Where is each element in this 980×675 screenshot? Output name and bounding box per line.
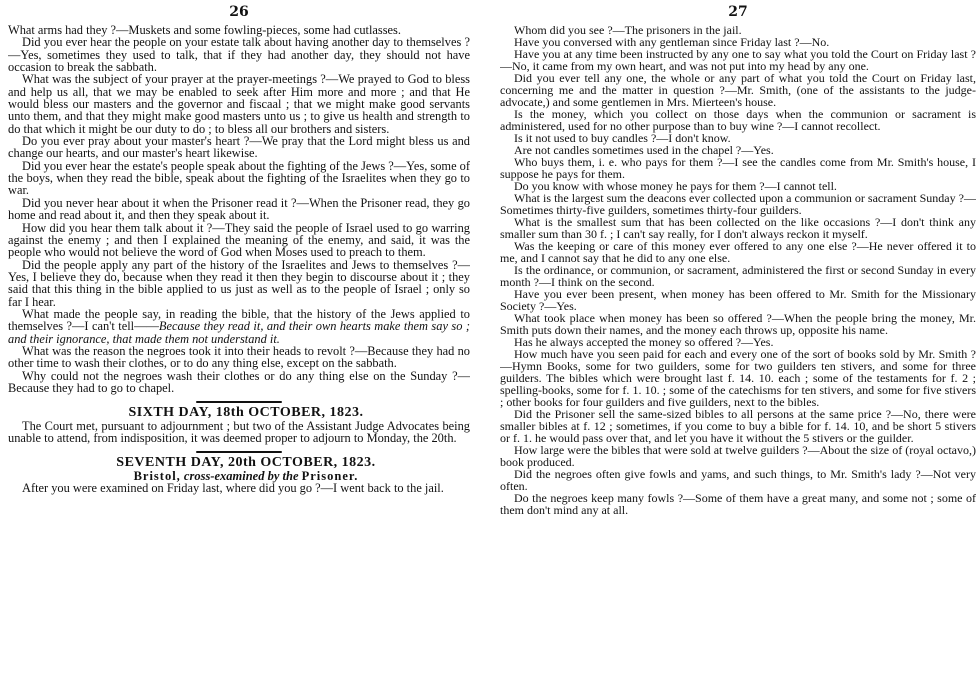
- paragraph: What is the largest sum the deacons ever collected upon a communion or sacrament Sunday ?—Sometimes thirty-five guilders, sometimes thirty-four guilders.: [500, 191, 976, 217]
- section-rule: [196, 401, 282, 403]
- paragraph: Was the keeping or care of this money ever offered to any one else ?—He never offered it to me, and I cannot say that he did to any one else.: [500, 239, 976, 265]
- paragraph: Do the negroes keep many fowls ?—Some of them have a great many, and some not ; some of them don't mind any at all.: [500, 491, 976, 517]
- paragraph: Do you know with whose money he pays for them ?—I cannot tell.: [514, 179, 837, 193]
- paragraph: How much have you seen paid for each and every one of the sort of books sold by Mr. Smith ?—Hymn Books, some for two guilders, some for two guilders ten stivers, and some for three guilders. The bibles which were brought last f. 14. 10. each ; some of the testaments for f. 2 ; spelling-books, some for f. 1. 10. ; some of the catechisms for ten stivers, and some for five stivers ; other books for four guilders and five guilders, next to the bibles.: [500, 347, 976, 409]
- paragraph: How large were the bibles that were sold at twelve guilders ?—About the size of (royal octavo,) book produced.: [500, 443, 976, 469]
- seventh-day-heading: SEVENTH DAY, 20th OCTOBER, 1823.: [116, 455, 376, 471]
- paragraph: The Court met, pursuant to adjournment ; but two of the Assistant Judge Advocates being unable to attend, from indisposition, it was deemed proper to adjourn to Monday, the 20th.: [8, 418, 470, 445]
- paragraph: What was the reason the negroes took it into their heads to revolt ?—Because they had no other time to wash their clothes, or to do any thing else, except on the sabbath.: [8, 343, 470, 371]
- paragraph: Did you ever tell any one, the whole or any part of what you told the Court on Friday last, concerning me and the matter in question ?—Mr. Smith, (one of the assistants to the judge-advocate,) and some gentlemen in Mrs. Mierteen's house.: [500, 71, 976, 109]
- witness-examiner: Prisoner.: [301, 468, 359, 483]
- paragraph: Has he always accepted the money so offered ?—Yes.: [514, 335, 774, 349]
- witness-action: cross-examined by the: [183, 468, 299, 483]
- page-number-right: 27: [728, 4, 748, 20]
- paragraph: After you were examined on Friday last, where did you go ?—I went back to the jail.: [22, 481, 444, 496]
- paragraph: Did the Prisoner sell the same-sized bibles to all persons at the same price ?—No, there were smaller bibles at f. 12 ; sometimes, if you come to buy a bible for f. 14. 10, and be short 5 stivers or f. 1. he would pass over that, and let you have it without the 5 stivers or the guilder.: [500, 407, 976, 445]
- paragraph: Have you ever been present, when money has been offered to Mr. Smith for the Missionary Society ?—Yes.: [500, 287, 976, 313]
- paragraph: What arms had they ?—Muskets and some fowling-pieces, some had cutlasses.: [8, 23, 401, 37]
- paragraph: How did you hear them talk about it ?—They said the people of Israel used to go warring against the enemy ; and then I explained the meaning of the enemy, and said, it was the people who would not believe the word of God when Moses used to preach to them.: [8, 220, 470, 260]
- section-rule: [196, 451, 282, 453]
- paragraph: Have you conversed with any gentleman since Friday last ?—No.: [514, 35, 830, 49]
- paragraph: Is the money, which you collect on those days when the communion or sacrament is administered, used for no other purpose than to buy wine ?—I cannot recollect.: [500, 107, 976, 133]
- left-page: [8, 0, 470, 675]
- right-page: [500, 0, 976, 675]
- paragraph: Do you ever pray about your master's heart ?—We pray that the Lord might bless us and change our hearts, and our master's heart likewise.: [8, 134, 470, 161]
- right-page-text: [500, 24, 976, 516]
- italic-annotation: Because they read it, and their own hearts make them say so ; and their ignorance, that made them not understand it.: [8, 319, 470, 346]
- witness-name: Bristol,: [133, 468, 181, 483]
- paragraph: What took place when money has been so offered ?—When the people bring the money, Mr. Smith puts down their names, and the money each throws up, opposite his name.: [500, 311, 976, 337]
- paragraph: Why could not the negroes wash their clothes or do any thing else on the Sunday ?—Because they had to go to chapel.: [8, 368, 470, 395]
- paragraph: Have you at any time been instructed by any one to say what you told the Court on Friday last ?—No, it came from my own heart, and was not put into my head by any one.: [500, 47, 976, 73]
- paragraph: What is the smallest sum that has been collected on the like occasions ?—I don't think any smaller sum than 30 f. ; I can't say really, for I don't always reckon it myself.: [500, 215, 976, 241]
- paragraph: Did you ever hear the estate's people speak about the fighting of the Jews ?—Yes, some of the boys, when they read the bible, speak about the fighting of the Israelites when they go to war.: [8, 158, 470, 198]
- paragraph: Did you ever hear the people on your estate talk about having another day to themselves ?—Yes, sometimes they used to talk, that if they had another day, they should not have occasion to break the sabbath.: [8, 35, 470, 75]
- paragraph: Are not candles sometimes used in the chapel ?—Yes.: [514, 143, 774, 157]
- paragraph: What was the subject of your prayer at the prayer-meetings ?—We prayed to God to bless and help us all, that we may be enabled to seek after Him more and more ; and that He would bless our masters and the governor and fiscaal ; that we might make good servants unto them, and that they might make good masters unto us ; to give us health and strength to do that which it might be our duty to do ; to bless all our brothers and sisters.: [8, 72, 470, 136]
- paragraph: Who buys them, i. e. who pays for them ?—I see the candles come from Mr. Smith's house, I suppose he pays for them.: [500, 155, 976, 181]
- page-number-left: 26: [229, 4, 249, 20]
- sixth-day-heading: SIXTH DAY, 18th OCTOBER, 1823.: [128, 405, 364, 421]
- paragraph-with-italics: [8, 308, 470, 345]
- paragraph: Did the people apply any part of the history of the Israelites and Jews to themselves ?—Yes, I believe they do, because when they read it then they begin to discourse about it ; they said that this thing in the bible applied to us just as well as to the people of Israel ; only so far I hear.: [8, 257, 470, 309]
- question-text: What made the people say, in reading the bible, that the history of the Jews applied to themselves ?—I can't tell——: [8, 306, 470, 334]
- paragraph: Is it not used to buy candles ?—I don't know.: [514, 131, 731, 145]
- paragraph: Did you never hear about it when the Prisoner read it ?—When the Prisoner read, they go home and read about it, and then they speak about it.: [8, 195, 470, 223]
- paragraph: Is the ordinance, or communion, or sacrament, administered the first or second Sunday in every month ?—I think on the second.: [500, 263, 976, 289]
- paragraph: Did the negroes often give fowls and yams, and such things, to Mr. Smith's lady ?—Not very often.: [500, 467, 976, 493]
- paragraph: Whom did you see ?—The prisoners in the jail.: [514, 23, 742, 37]
- left-page-text: [8, 24, 470, 494]
